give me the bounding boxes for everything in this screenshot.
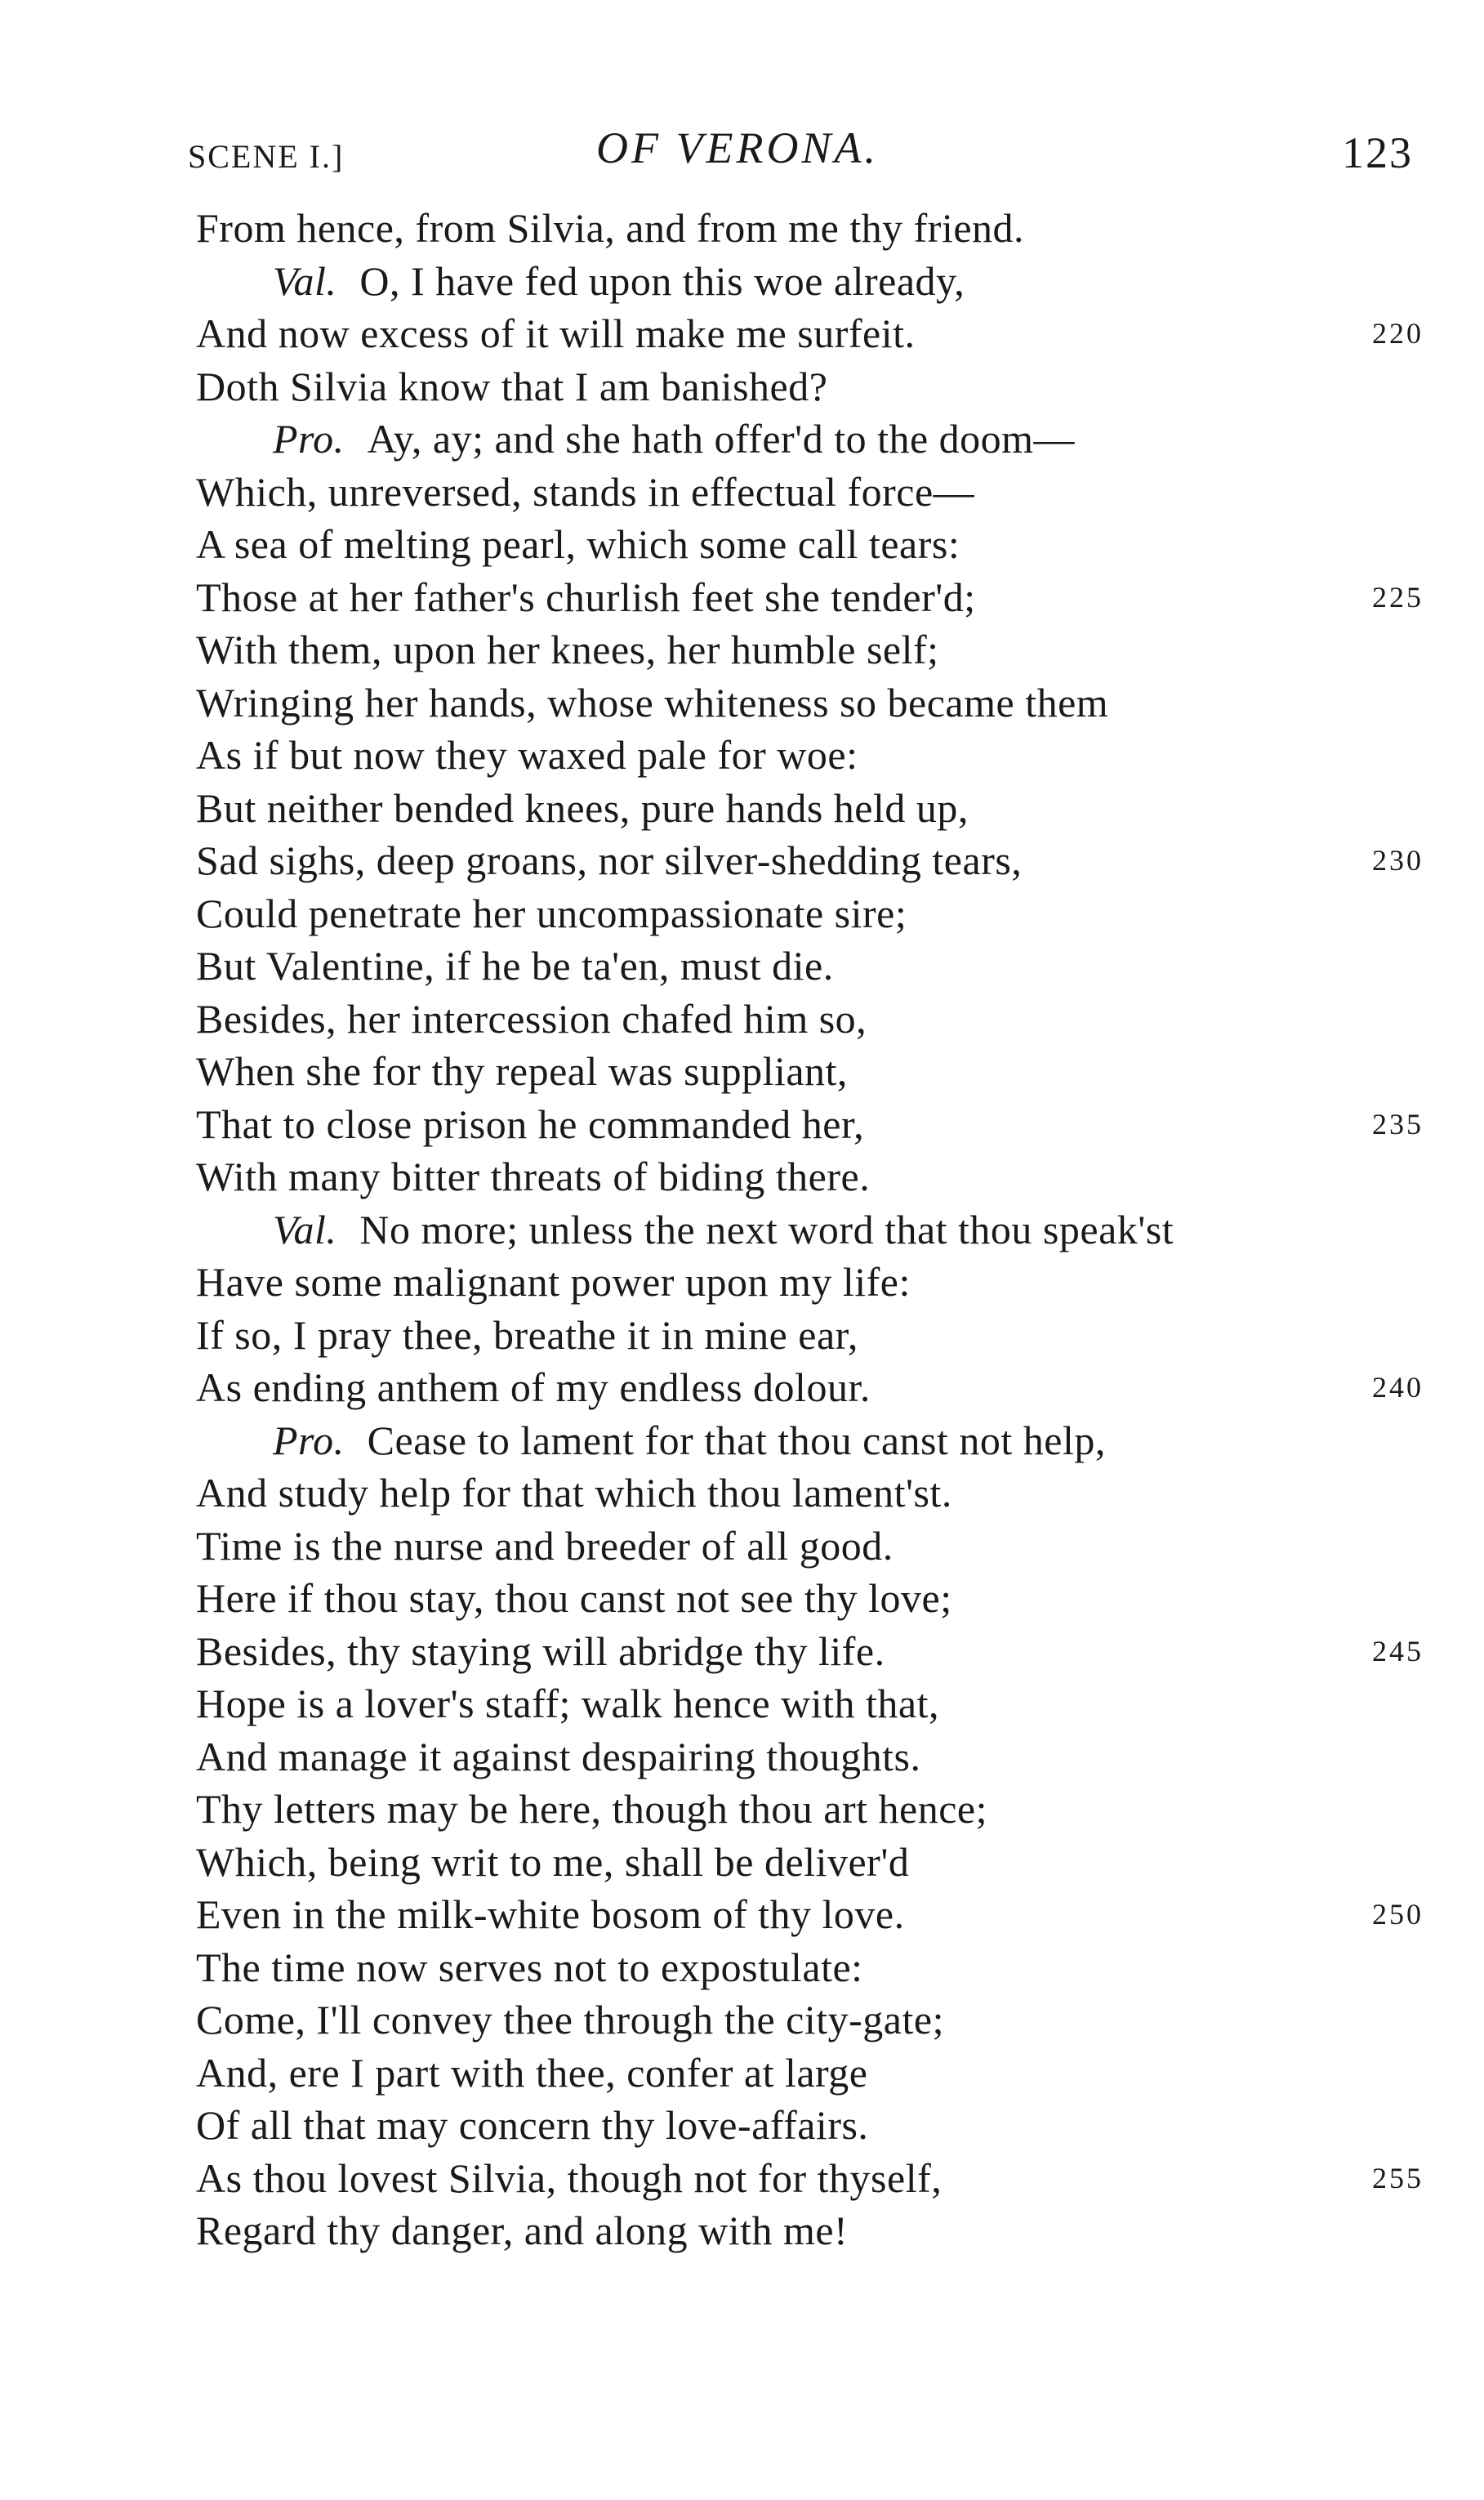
- line-text: Regard thy danger, and along with me!: [196, 2208, 849, 2253]
- line-text: Wringing her hands, whose whiteness so became them: [196, 679, 1109, 725]
- line-number: 245: [1372, 1634, 1424, 1667]
- verse-line: [196, 993, 1421, 1046]
- line-text: From hence, from Silvia, and from me thy friend.: [196, 205, 1025, 251]
- running-header: [188, 123, 1413, 180]
- verse-line: [196, 2152, 1424, 2205]
- verse-line: [196, 887, 1421, 940]
- line-number: 250: [1372, 1898, 1424, 1931]
- verse-line: [196, 1414, 1421, 1467]
- verse-line: [196, 623, 1421, 676]
- verse-line: [196, 1309, 1421, 1362]
- verse-line: [196, 2099, 1421, 2152]
- line-text: Which, being writ to me, shall be deliver'd: [196, 1838, 910, 1885]
- line-text: Of all that may concern thy love-affairs.: [196, 2102, 869, 2148]
- line-text: That to close prison he commanded her,: [196, 1100, 865, 1147]
- verse-line: [196, 2047, 1421, 2100]
- line-text: As ending anthem of my endless dolour.: [196, 1364, 871, 1410]
- line-text: Those at her father's churlish feet she tender'd;: [196, 574, 976, 620]
- line-text: Hope is a lover's staff; walk hence with that,: [196, 1681, 940, 1726]
- line-text: Doth Silvia know that I am banished?: [196, 363, 828, 409]
- line-text: But neither bended knees, pure hands held up,: [196, 784, 969, 831]
- verse-line: [196, 1888, 1424, 1941]
- verse-line: [196, 1783, 1421, 1836]
- line-text: And, ere I part with thee, confer at large: [196, 2049, 868, 2096]
- verse-line: [196, 1572, 1421, 1625]
- verse-line: [196, 2204, 1421, 2257]
- line-text: Time is the nurse and breeder of all good.: [196, 1522, 894, 1569]
- line-text: Have some malignant power upon my life:: [196, 1259, 911, 1305]
- verse-line: [196, 307, 1424, 360]
- line-number: 235: [1372, 1107, 1424, 1141]
- line-text: Come, I'll convey thee through the city-gate;: [196, 1997, 944, 2042]
- verse-line: [196, 1941, 1421, 1994]
- verse-line: [196, 1467, 1421, 1520]
- verse-line: [196, 1045, 1421, 1098]
- line-text: And manage it against despairing thoughts.: [196, 1733, 921, 1779]
- verse-line: [196, 729, 1421, 782]
- verse-line: [196, 1150, 1421, 1203]
- line-text: Besides, her intercession chafed him so,: [196, 995, 867, 1042]
- line-text: And now excess of it will make me surfeit.: [196, 310, 916, 356]
- verse-line: [196, 255, 1421, 308]
- line-text: With them, upon her knees, her humble self;: [196, 627, 939, 672]
- running-title: OF VERONA.: [596, 123, 879, 172]
- verse-line: [196, 1361, 1424, 1414]
- line-text: Cease to lament for that thou canst not help,: [367, 1417, 1106, 1463]
- line-number: 220: [1372, 317, 1424, 350]
- verse-line: [196, 518, 1421, 571]
- verse-line: [196, 466, 1421, 519]
- speaker-name: Pro.: [273, 416, 345, 462]
- line-text: Could penetrate her uncompassionate sire;: [196, 890, 907, 936]
- verse-line: [196, 1625, 1424, 1678]
- line-text: If so, I pray thee, breathe it in mine ear,: [196, 1311, 858, 1358]
- line-text: And study help for that which thou lament'st.: [196, 1470, 952, 1516]
- line-text: Thy letters may be here, though thou art hence;: [196, 1786, 988, 1832]
- speaker-name: Val.: [273, 257, 337, 304]
- line-text: Besides, thy staying will abridge thy life.: [196, 1627, 885, 1674]
- line-text: Sad sighs, deep groans, nor silver-shedding tears,: [196, 837, 1023, 883]
- verse-line: [196, 1203, 1421, 1257]
- line-text: Here if thou stay, thou canst not see thy love;: [196, 1575, 952, 1621]
- verse-line: [196, 782, 1421, 835]
- verse-line: [196, 360, 1421, 413]
- line-text: Which, unreversed, stands in effectual force—: [196, 468, 975, 515]
- verse-line: [196, 202, 1421, 255]
- line-text: As if but now they waxed pale for woe:: [196, 732, 858, 778]
- verse-line: [196, 1098, 1424, 1151]
- verse-text: [196, 202, 1424, 2257]
- verse-line: [196, 571, 1424, 624]
- line-number: 240: [1372, 1371, 1424, 1404]
- verse-line: [196, 1993, 1421, 2047]
- line-number: 255: [1372, 2161, 1424, 2194]
- page-number: 123: [1342, 128, 1413, 177]
- verse-line: [196, 1256, 1421, 1309]
- line-text: A sea of melting pearl, which some call tears:: [196, 521, 960, 567]
- line-text: No more; unless the next word that thou speak'st: [359, 1206, 1174, 1252]
- line-number: 225: [1372, 580, 1424, 614]
- verse-line: [196, 413, 1421, 466]
- speaker-name: Val.: [273, 1206, 337, 1252]
- line-text: O, I have fed upon this woe already,: [359, 257, 965, 304]
- verse-line: [196, 676, 1421, 730]
- line-text: The time now serves not to expostulate:: [196, 1944, 863, 1990]
- verse-line: [196, 1520, 1421, 1573]
- verse-line: [196, 1730, 1421, 1783]
- line-text: Ay, ay; and she hath offer'd to the doom—: [367, 416, 1076, 462]
- line-text: As thou lovest Silvia, though not for thyself,: [196, 2154, 943, 2201]
- verse-line: [196, 940, 1421, 993]
- verse-line: [196, 834, 1424, 887]
- verse-line: [196, 1836, 1421, 1889]
- line-text: Even in the milk-white bosom of thy love.: [196, 1891, 905, 1937]
- line-text: With many bitter threats of biding there.: [196, 1154, 871, 1199]
- line-text: But Valentine, if he be ta'en, must die.: [196, 943, 834, 989]
- line-number: 230: [1372, 844, 1424, 877]
- verse-line: [196, 1677, 1421, 1730]
- speaker-name: Pro.: [273, 1417, 345, 1463]
- scene-label: SCENE I.]: [188, 138, 345, 175]
- line-text: When she for thy repeal was suppliant,: [196, 1048, 848, 1094]
